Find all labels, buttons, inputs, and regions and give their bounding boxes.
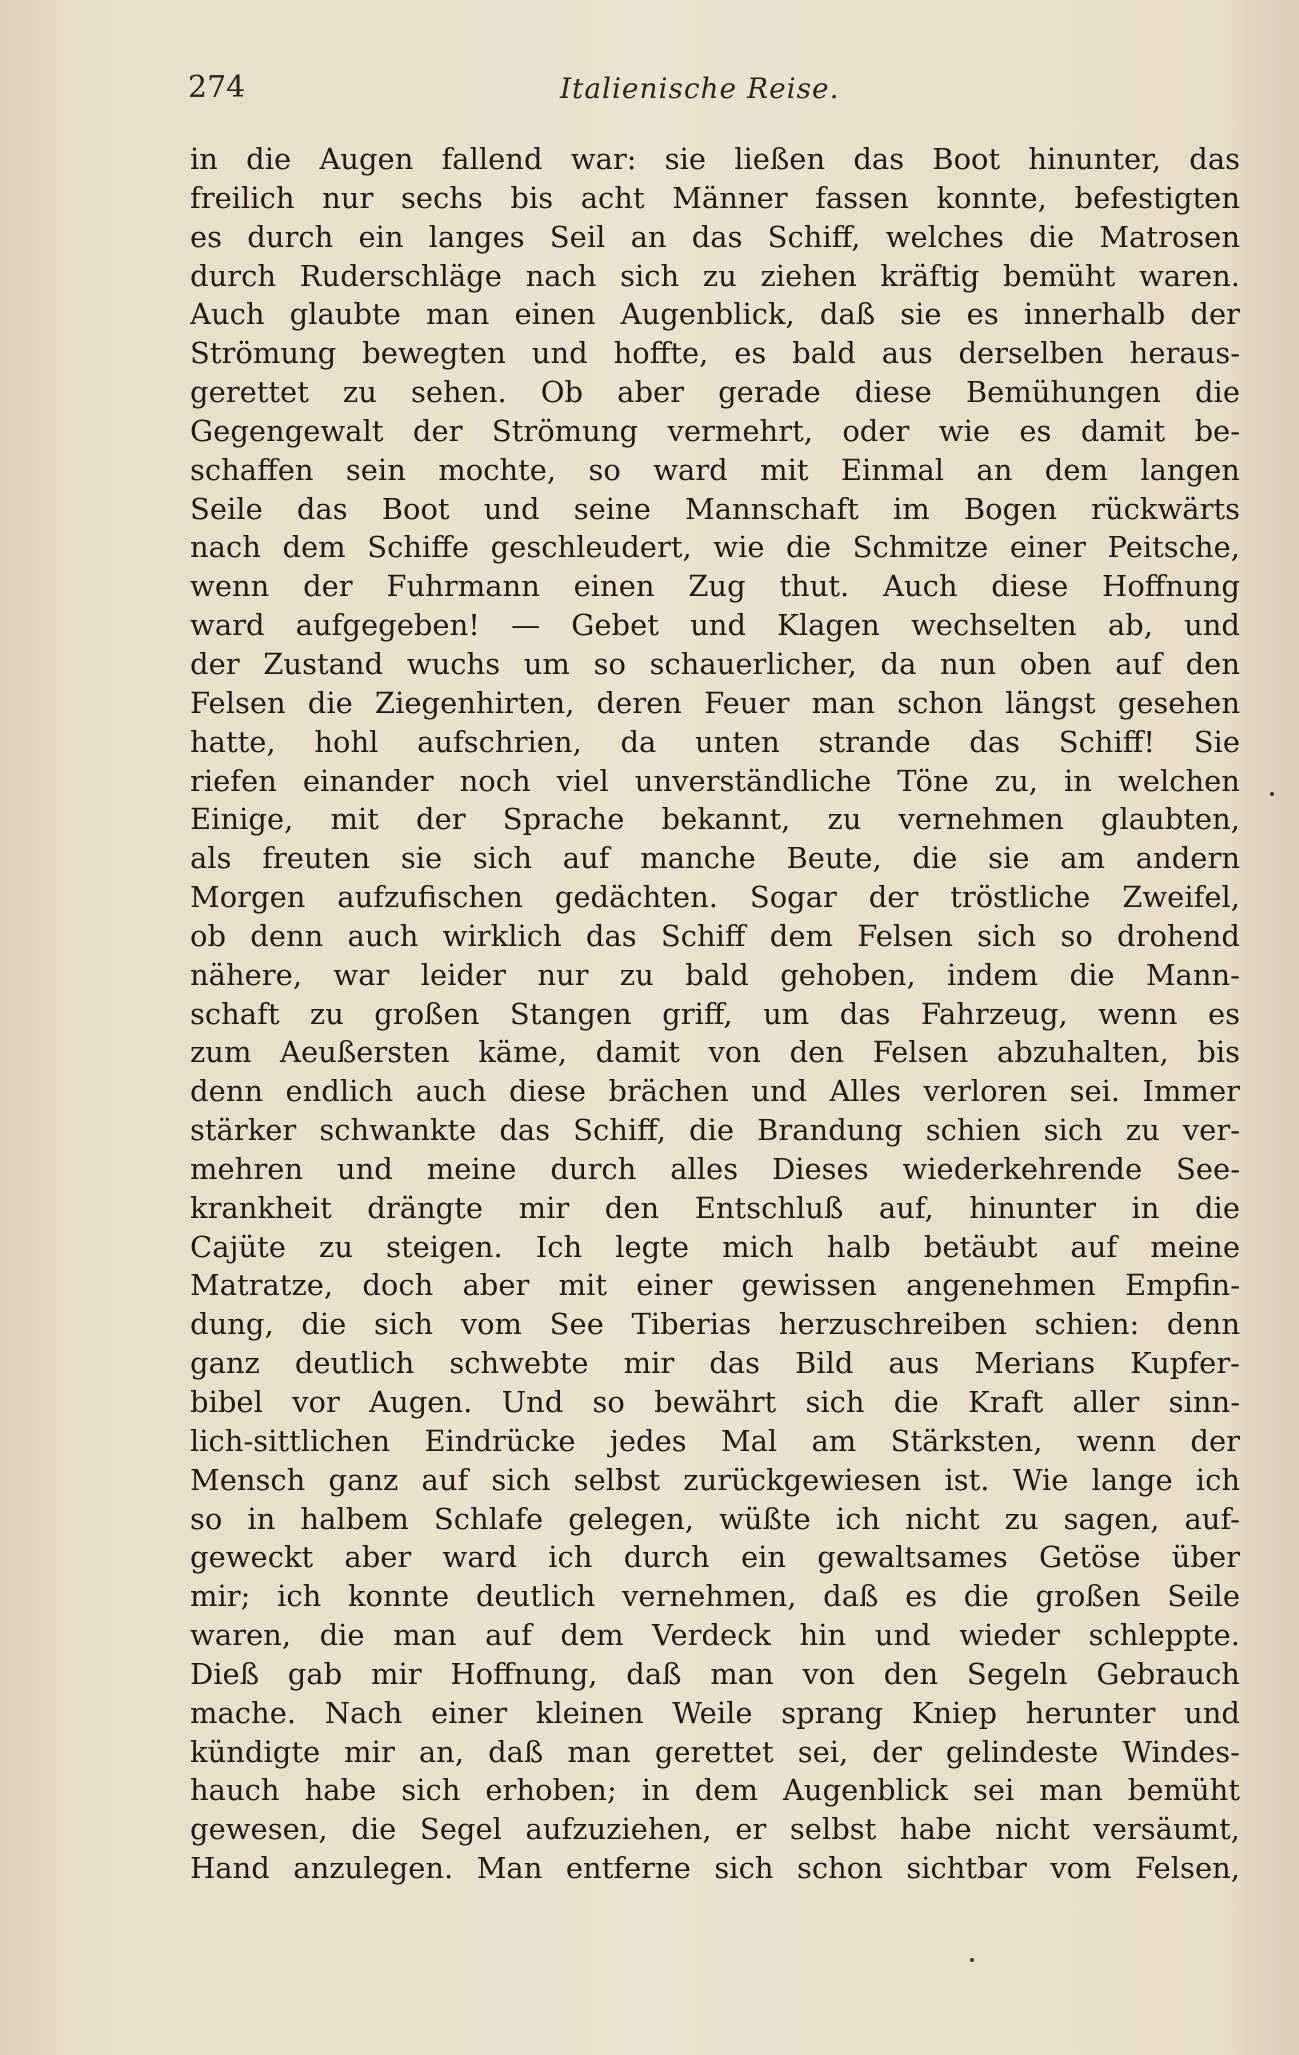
text-line: waren, die man auf dem Verdeck hin und wieder schleppte. <box>190 1618 1240 1653</box>
text-line: freilich nur sechs bis acht Männer fassen konnte, befestigten <box>190 180 1240 215</box>
text-line: Hand anzulegen. Man entferne sich schon sichtbar vom Felsen, <box>190 1851 1240 1886</box>
text-line: stärker schwankte das Schiff, die Brandung schien sich zu ver- <box>190 1113 1240 1148</box>
text-line: nach dem Schiffe geschleudert, wie die Schmitze einer Peitsche, <box>190 530 1240 565</box>
page-number: 274 <box>188 70 246 105</box>
text-line: lich-sittlichen Eindrücke jedes Mal am Stärksten, wenn der <box>190 1423 1240 1458</box>
text-line: riefen einander noch viel unverständliche Töne zu, in welchen <box>190 763 1240 798</box>
text-line: schaft zu großen Stangen griff, um das Fahrzeug, wenn es <box>190 996 1240 1031</box>
text-line: nähere, war leider nur zu bald gehoben, indem die Mann- <box>190 957 1240 992</box>
text-line: Matratze, doch aber mit einer gewissen angenehmen Empfin- <box>190 1268 1240 1303</box>
text-line: Felsen die Ziegenhirten, deren Feuer man schon längst gesehen <box>190 685 1240 720</box>
running-title: Italienische Reise. <box>560 72 840 105</box>
text-line: mache. Nach einer kleinen Weile sprang Kniep herunter und <box>190 1695 1240 1730</box>
text-line: ward aufgegeben! — Gebet und Klagen wechselten ab, und <box>190 608 1240 643</box>
text-line: wenn der Fuhrmann einen Zug thut. Auch diese Hoffnung <box>190 569 1240 604</box>
text-line: ob denn auch wirklich das Schiff dem Felsen sich so drohend <box>190 918 1240 953</box>
text-line: Strömung bewegten und hoffte, es bald aus derselben heraus- <box>190 336 1240 371</box>
text-line: zum Aeußersten käme, damit von den Felsen abzuhalten, bis <box>190 1035 1240 1070</box>
text-line: kündigte mir an, daß man gerettet sei, der gelindeste Windes- <box>190 1734 1240 1769</box>
text-line: gewesen, die Segel aufzuziehen, er selbst habe nicht versäumt, <box>190 1812 1240 1847</box>
body-text <box>190 140 1240 1888</box>
text-line: schaffen sein mochte, so ward mit Einmal an dem langen <box>190 452 1240 487</box>
text-line: bibel vor Augen. Und so bewährt sich die Kraft aller sinn- <box>190 1385 1240 1419</box>
paper-speck <box>970 1958 974 1962</box>
text-line: gerettet zu sehen. Ob aber gerade diese Bemühungen die <box>190 375 1240 410</box>
text-line: hatte, hohl aufschrien, da unten strande das Schiff! Sie <box>190 724 1240 759</box>
text-line: denn endlich auch diese brächen und Alles verloren sei. Immer <box>190 1074 1240 1109</box>
text-line: der Zustand wuchs um so schauerlicher, da nun oben auf den <box>190 646 1240 681</box>
text-line: in die Augen fallend war: sie ließen das Boot hinunter, das <box>190 142 1240 176</box>
text-line: mir; ich konnte deutlich vernehmen, daß es die großen Seile <box>190 1579 1240 1614</box>
text-line: als freuten sie sich auf manche Beute, die sie am andern <box>190 841 1240 876</box>
text-line: durch Ruderschläge nach sich zu ziehen kräftig bemüht waren. <box>190 258 1240 293</box>
text-line: geweckt aber ward ich durch ein gewaltsames Getöse über <box>190 1540 1240 1575</box>
paper-speck <box>1270 792 1274 796</box>
text-line: so in halbem Schlafe gelegen, wüßte ich nicht zu sagen, auf- <box>190 1501 1240 1536</box>
text-line: Mensch ganz auf sich selbst zurückgewiesen ist. Wie lange ich <box>190 1462 1240 1497</box>
text-line: Morgen aufzufischen gedächten. Sogar der tröstliche Zweifel, <box>190 880 1240 915</box>
text-line: mehren und meine durch alles Dieses wiederkehrende See- <box>190 1151 1240 1186</box>
text-line: krankheit drängte mir den Entschluß auf, hinunter in die <box>190 1190 1240 1225</box>
text-line: hauch habe sich erhoben; in dem Augenblick sei man bemüht <box>190 1773 1240 1808</box>
text-line: ganz deutlich schwebte mir das Bild aus Merians Kupfer- <box>190 1346 1240 1381</box>
text-line: Dieß gab mir Hoffnung, daß man von den Segeln Gebrauch <box>190 1656 1240 1691</box>
text-line: Gegengewalt der Strömung vermehrt, oder wie es damit be- <box>190 413 1240 448</box>
text-line: Einige, mit der Sprache bekannt, zu vernehmen glaubten, <box>190 802 1240 837</box>
text-line: es durch ein langes Seil an das Schiff, welches die Matrosen <box>190 219 1240 254</box>
text-line: Auch glaubte man einen Augenblick, daß sie es innerhalb der <box>190 297 1240 332</box>
text-line: Cajüte zu steigen. Ich legte mich halb betäubt auf meine <box>190 1229 1240 1264</box>
text-line: Seile das Boot und seine Mannschaft im Bogen rückwärts <box>190 491 1240 526</box>
text-line: dung, die sich vom See Tiberias herzuschreiben schien: denn <box>190 1307 1240 1342</box>
